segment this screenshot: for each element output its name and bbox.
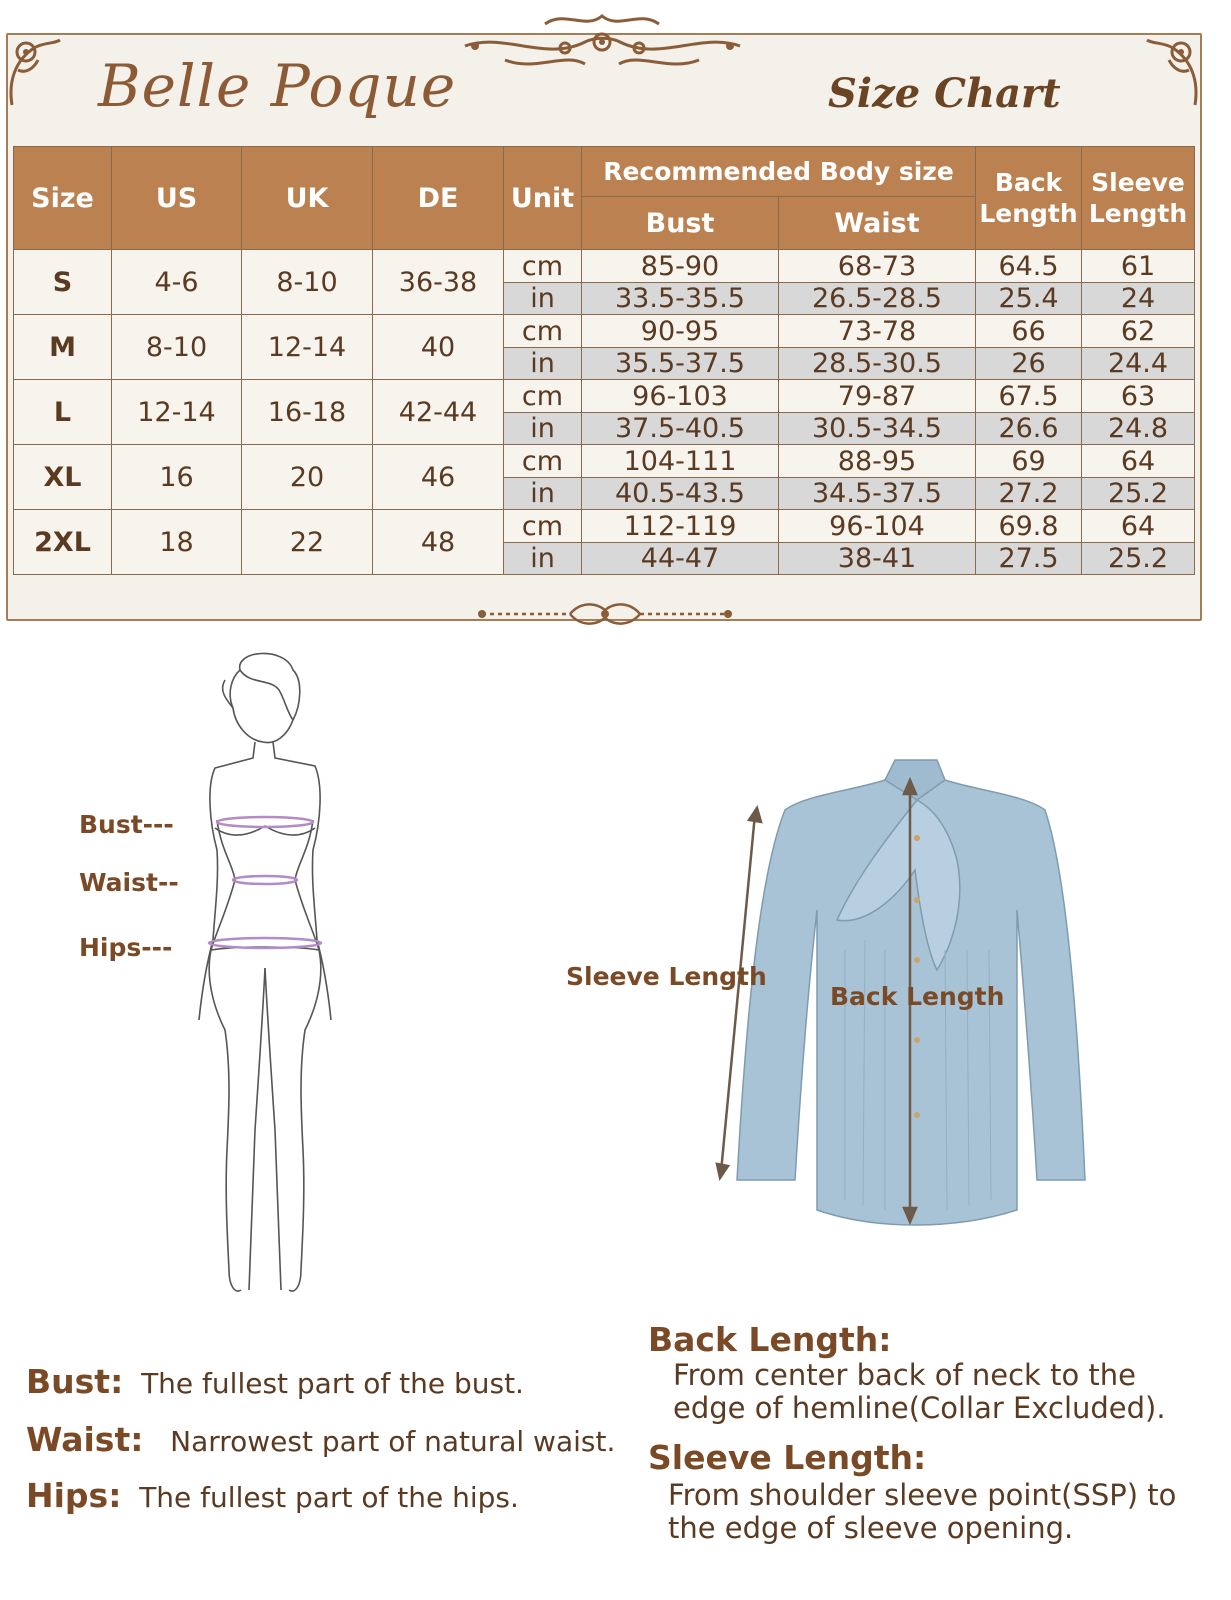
- header-waist: Waist: [779, 197, 976, 250]
- table-row: [14, 315, 1195, 348]
- cell-unit: cm: [504, 380, 582, 413]
- back-length-pointer-label: Back Length: [830, 982, 1005, 1011]
- cell-sleeve: 24.8: [1082, 413, 1195, 445]
- cell-back: 25.4: [976, 283, 1082, 315]
- size-xl: XL: [14, 445, 112, 510]
- top-ornament-icon: [445, 2, 760, 74]
- cell-back: 27.2: [976, 478, 1082, 510]
- header-back-length: Back Length: [976, 147, 1082, 250]
- cell-waist: 68-73: [779, 250, 976, 283]
- cell-unit: in: [504, 283, 582, 315]
- sleeve-length-definition-text: From shoulder sleeve point(SSP) to the edge of sleeve opening.: [668, 1478, 1177, 1545]
- cell-bust: 33.5-35.5: [582, 283, 779, 315]
- cell-unit: in: [504, 348, 582, 380]
- cell-unit: in: [504, 478, 582, 510]
- cell-sleeve: 61: [1082, 250, 1195, 283]
- cell-sleeve: 64: [1082, 445, 1195, 478]
- cell-uk: 22: [242, 510, 373, 575]
- size-table-body: [14, 250, 1195, 575]
- cell-waist: 38-41: [779, 543, 976, 575]
- waist-pointer-label: Waist--: [79, 868, 179, 897]
- cell-back: 67.5: [976, 380, 1082, 413]
- cell-us: 8-10: [112, 315, 242, 380]
- brand-logo: Belle Poque: [98, 52, 457, 120]
- body-figure-illustration: [175, 650, 365, 1300]
- waist-definition: Waist: Narrowest part of natural waist.: [26, 1420, 616, 1459]
- cell-back: 66: [976, 315, 1082, 348]
- header-unit: Unit: [504, 147, 582, 250]
- cell-waist: 79-87: [779, 380, 976, 413]
- cell-us: 18: [112, 510, 242, 575]
- hips-definition: Hips: The fullest part of the hips.: [26, 1476, 519, 1515]
- cell-unit: in: [504, 413, 582, 445]
- back-length-definition-title: Back Length:: [648, 1320, 892, 1359]
- cell-sleeve: 24: [1082, 283, 1195, 315]
- table-row: [14, 380, 1195, 413]
- cell-back: 27.5: [976, 543, 1082, 575]
- cell-us: 4-6: [112, 250, 242, 315]
- cell-back: 69: [976, 445, 1082, 478]
- cell-sleeve: 62: [1082, 315, 1195, 348]
- cell-bust: 96-103: [582, 380, 779, 413]
- cell-sleeve: 25.2: [1082, 543, 1195, 575]
- table-row: [14, 510, 1195, 543]
- table-row: [14, 250, 1195, 283]
- cell-waist: 88-95: [779, 445, 976, 478]
- header-uk: UK: [242, 147, 373, 250]
- cell-bust: 85-90: [582, 250, 779, 283]
- header-bust: Bust: [582, 197, 779, 250]
- cell-de: 36-38: [373, 250, 504, 315]
- cell-uk: 20: [242, 445, 373, 510]
- cell-sleeve: 63: [1082, 380, 1195, 413]
- size-s: S: [14, 250, 112, 315]
- cell-uk: 12-14: [242, 315, 373, 380]
- header-size: Size: [14, 147, 112, 250]
- size-l: L: [14, 380, 112, 445]
- cell-back: 64.5: [976, 250, 1082, 283]
- cell-bust: 112-119: [582, 510, 779, 543]
- cell-unit: cm: [504, 510, 582, 543]
- sleeve-length-pointer-label: Sleeve Length: [566, 962, 767, 991]
- cell-uk: 8-10: [242, 250, 373, 315]
- cell-bust: 35.5-37.5: [582, 348, 779, 380]
- cell-waist: 34.5-37.5: [779, 478, 976, 510]
- cell-us: 16: [112, 445, 242, 510]
- cell-unit: cm: [504, 445, 582, 478]
- cell-de: 40: [373, 315, 504, 380]
- corner-ornament-left-icon: [4, 30, 64, 110]
- header-body-size: Recommended Body size: [582, 147, 976, 197]
- cell-bust: 104-111: [582, 445, 779, 478]
- cell-back: 26: [976, 348, 1082, 380]
- size-m: M: [14, 315, 112, 380]
- cell-waist: 73-78: [779, 315, 976, 348]
- bust-pointer-label: Bust---: [79, 810, 174, 839]
- cell-sleeve: 64: [1082, 510, 1195, 543]
- sleeve-length-definition-title: Sleeve Length:: [648, 1438, 927, 1477]
- cell-back: 26.6: [976, 413, 1082, 445]
- cell-back: 69.8: [976, 510, 1082, 543]
- cell-bust: 37.5-40.5: [582, 413, 779, 445]
- cell-us: 12-14: [112, 380, 242, 445]
- cell-sleeve: 24.4: [1082, 348, 1195, 380]
- cell-bust: 40.5-43.5: [582, 478, 779, 510]
- bottom-ornament-icon: [470, 596, 740, 630]
- cell-de: 46: [373, 445, 504, 510]
- cell-bust: 44-47: [582, 543, 779, 575]
- cell-waist: 96-104: [779, 510, 976, 543]
- cell-waist: 28.5-30.5: [779, 348, 976, 380]
- cell-unit: cm: [504, 315, 582, 348]
- header-us: US: [112, 147, 242, 250]
- header-sleeve-length: Sleeve Length: [1082, 147, 1195, 250]
- table-row: [14, 445, 1195, 478]
- cell-waist: 26.5-28.5: [779, 283, 976, 315]
- corner-ornament-right-icon: [1143, 30, 1203, 110]
- cell-unit: cm: [504, 250, 582, 283]
- size-table: [13, 146, 1195, 575]
- cell-sleeve: 25.2: [1082, 478, 1195, 510]
- back-length-definition-text: From center back of neck to the edge of hemline(Collar Excluded).: [673, 1358, 1166, 1425]
- cell-de: 48: [373, 510, 504, 575]
- cell-bust: 90-95: [582, 315, 779, 348]
- hips-pointer-label: Hips---: [79, 933, 173, 962]
- cell-uk: 16-18: [242, 380, 373, 445]
- cell-unit: in: [504, 543, 582, 575]
- bust-definition: Bust: The fullest part of the bust.: [26, 1362, 524, 1401]
- chart-title: Size Chart: [828, 70, 1061, 117]
- header-de: DE: [373, 147, 504, 250]
- size-2xl: 2XL: [14, 510, 112, 575]
- cell-waist: 30.5-34.5: [779, 413, 976, 445]
- cell-de: 42-44: [373, 380, 504, 445]
